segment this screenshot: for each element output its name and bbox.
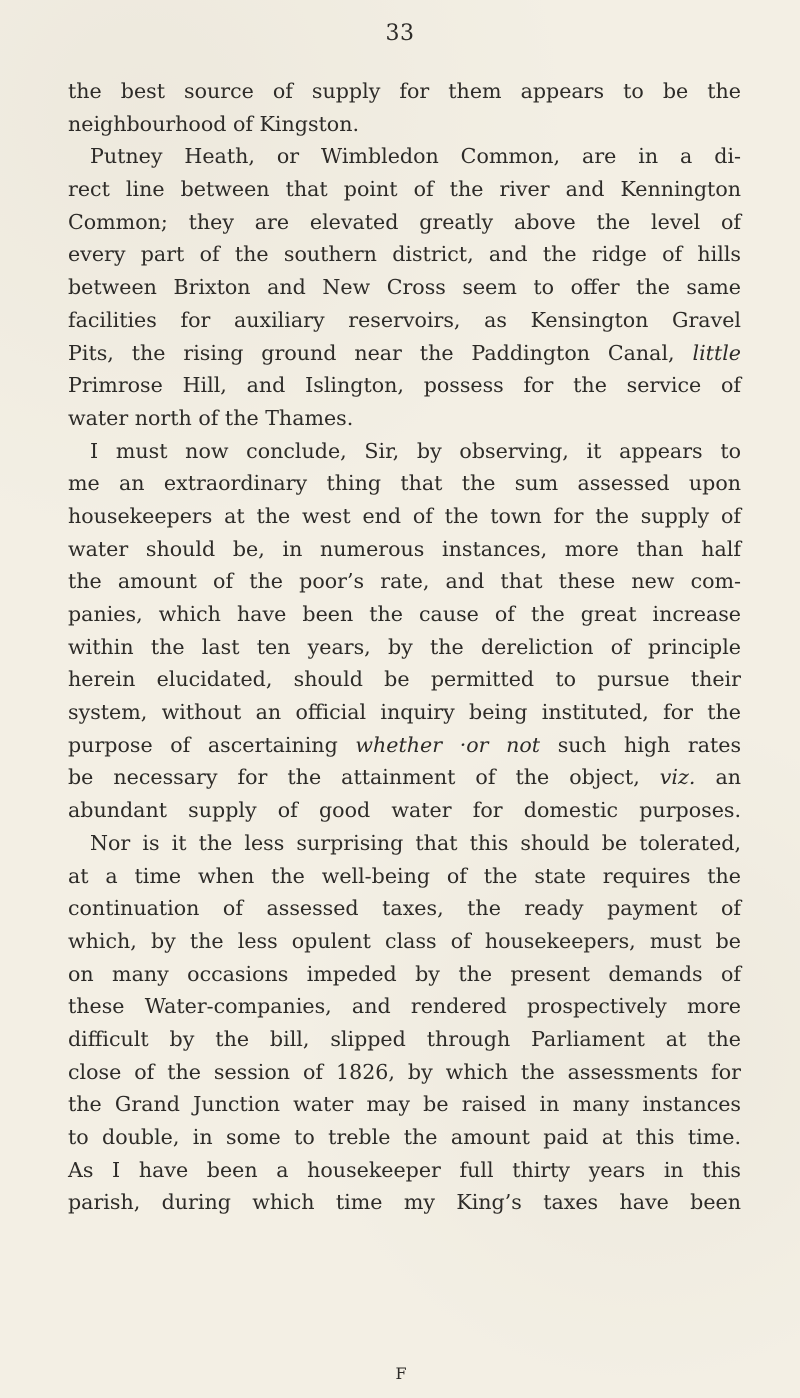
text-line-26: continuation of assessed taxes, the ready payment of: [68, 896, 741, 921]
text-line-6: every part of the southern district, and the ridge of hills: [68, 242, 741, 267]
text-line-31: close of the session of 1826, by which the assessments for: [68, 1059, 741, 1084]
text-line-32: the Grand Junction water may be raised in many instances: [68, 1092, 741, 1117]
text-line-2: neighbourhood of Kingston.: [68, 111, 359, 136]
text-line-23: abundant supply of good water for domestic purposes.: [68, 798, 741, 823]
text-line-35: parish, during which time my King’s taxes have been: [68, 1190, 741, 1215]
text-line-13: me an extraordinary thing that the sum assessed upon: [68, 471, 741, 496]
text-line-28: on many occasions impeded by the present demands of: [68, 961, 741, 986]
page-number: 33: [385, 21, 415, 46]
text-line-10: Primrose Hill, and Islington, possess for the service of: [68, 373, 741, 398]
text-line-1: the best source of supply for them appears to be the: [68, 79, 741, 103]
text-line-4: rect line between that point of the river and Kennington: [68, 177, 741, 202]
text-segment-22b: an: [715, 765, 742, 790]
text-line-24: Nor is it the less surprising that this should be tolerated,: [90, 830, 741, 855]
text-line-12: I must now conclude, Sir, by observing, it appears to: [90, 438, 741, 463]
text-line-29: these Water-companies, and rendered prospectively more: [68, 994, 741, 1019]
text-line-20: system, without an official inquiry being instituted, for the: [68, 700, 741, 725]
italic-little: little: [692, 340, 741, 365]
text-segment-22a: be necessary for the attainment of the object,: [68, 765, 640, 790]
text-line-7: between Brixton and New Cross seem to offer the same: [68, 275, 741, 300]
text-segment-21b: such high rates: [557, 732, 742, 757]
text-line-8: facilities for auxiliary reservoirs, as Kensington Gravel: [68, 307, 741, 332]
italic-viz: viz.: [659, 765, 696, 790]
italic-or: ·or: [459, 732, 489, 757]
text-line-16: the amount of the poor’s rate, and that these new com-: [68, 569, 741, 594]
text-line-25: at a time when the well-being of the state requires the: [68, 863, 741, 888]
text-segment-21a: purpose of ascertaining: [68, 732, 338, 757]
text-line-33: to double, in some to treble the amount paid at this time.: [68, 1125, 741, 1149]
text-segment-9a: Pits, the rising ground near the Paddington Canal,: [68, 340, 675, 365]
body-text: [68, 75, 741, 1219]
text-line-14: housekeepers at the west end of the town for the supply of: [68, 503, 741, 528]
text-line-34: As I have been a housekeeper full thirty years in this: [68, 1157, 741, 1182]
text-line-18: within the last ten years, by the dereliction of principle: [68, 634, 741, 659]
italic-whether: whether: [355, 732, 443, 757]
text-line-30: difficult by the bill, slipped through Parliament at the: [68, 1026, 741, 1051]
text-line-22: [68, 761, 741, 794]
text-line-3: Putney Heath, or Wimbledon Common, are in a di-: [90, 144, 741, 169]
text-line-15: water should be, in numerous instances, more than half: [68, 536, 741, 561]
text-line-19: herein elucidated, should be permitted to pursue their: [68, 667, 741, 692]
signature-mark: F: [395, 1364, 407, 1383]
text-line-27: which, by the less opulent class of housekeepers, must be: [68, 928, 741, 953]
text-line-9: [68, 337, 741, 370]
text-line-11: water north of the Thames.: [68, 405, 354, 430]
italic-not: not: [506, 732, 541, 757]
text-line-5: Common; they are elevated greatly above the level of: [68, 209, 741, 234]
text-line-21: [68, 729, 741, 762]
text-line-17: panies, which have been the cause of the great increase: [68, 602, 741, 626]
